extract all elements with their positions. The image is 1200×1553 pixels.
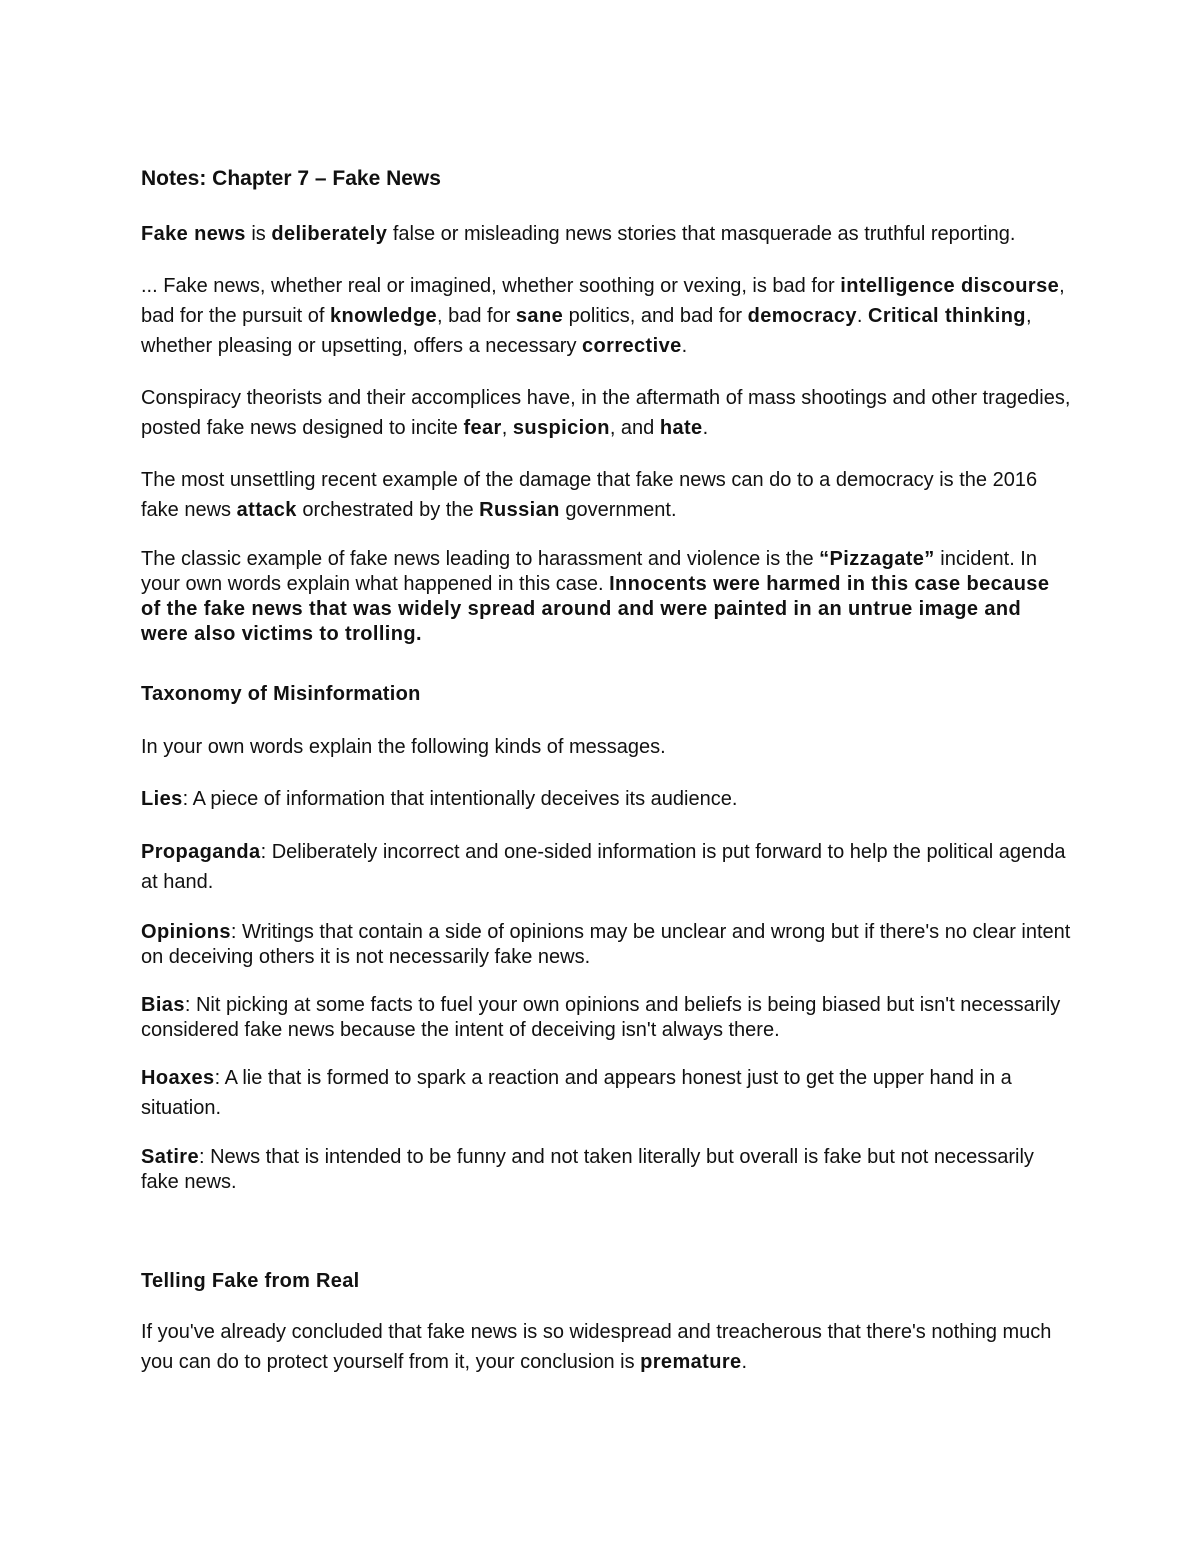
taxonomy-item-satire — [141, 1145, 1071, 1195]
fake-news-definition — [141, 219, 1071, 249]
definition-text: : A piece of information that intentionally deceives its audience. — [182, 788, 738, 810]
term-pizzagate: “Pizzagate” — [819, 548, 935, 570]
taxonomy-item-hoaxes — [141, 1063, 1071, 1123]
page-title: Notes: Chapter 7 – Fake News — [141, 167, 441, 190]
text-run: The classic example of fake news leading to harassment and violence is the — [141, 548, 820, 570]
text-run: , bad for — [436, 305, 516, 327]
term-democracy: democracy — [747, 305, 857, 327]
taxonomy-item-propaganda — [141, 837, 1071, 897]
text-run: , — [501, 417, 513, 439]
text-run: orchestrated by the — [296, 499, 480, 521]
taxonomy-intro: In your own words explain the following kinds of messages. — [141, 736, 666, 758]
term-hoaxes: Hoaxes — [141, 1067, 215, 1089]
definition-text: : Writings that contain a side of opinions may be unclear and wrong but if there's no clear intent on deceiving others it is not necessarily fake news. — [141, 921, 1071, 968]
term-suspicion: suspicion — [512, 417, 610, 439]
text-run: If you've already concluded that fake news is so widespread and treacherous that there's nothing much you can do to protect yourself from it, your conclusion is — [141, 1321, 1052, 1373]
term-premature: premature — [640, 1351, 742, 1373]
text-run: government. — [559, 499, 677, 521]
term-deliberately: deliberately — [271, 223, 388, 245]
taxonomy-heading: Taxonomy of Misinformation — [141, 683, 421, 705]
text-run: . — [856, 305, 868, 327]
telling-paragraph — [141, 1317, 1071, 1377]
text-run: The most unsettling recent example of the damage that fake news can do to a democracy is the 2016 fake news — [141, 469, 1038, 521]
text-run: , whether pleasing or upsetting, offers a necessary — [141, 305, 1032, 357]
term-propaganda: Propaganda — [141, 841, 261, 863]
definition-text: : News that is intended to be funny and not taken literally but overall is fake but not necessarily fake news. — [141, 1146, 1034, 1193]
term-sane: sane — [515, 305, 564, 327]
definition-text: : A lie that is formed to spark a reaction and appears honest just to get the upper hand in a situation. — [141, 1067, 1012, 1119]
term-intelligence-discourse: intelligence discourse — [840, 275, 1060, 297]
taxonomy-item-lies — [141, 784, 1071, 814]
russia-paragraph — [141, 465, 1071, 525]
telling-heading: Telling Fake from Real — [141, 1270, 360, 1292]
fake-news-impact-paragraph — [141, 271, 1071, 361]
term-lies: Lies — [141, 788, 183, 810]
text-run: , and — [609, 417, 660, 439]
term-hate: hate — [659, 417, 703, 439]
text-run: ... Fake news, whether real or imagined, whether soothing or vexing, is bad for — [141, 275, 841, 297]
text-run: Conspiracy theorists and their accomplices have, in the aftermath of mass shootings and other tragedies, posted fake news designed to incite — [141, 387, 1071, 439]
text-run: . — [681, 335, 688, 357]
pizzagate-paragraph — [141, 547, 1071, 647]
taxonomy-item-bias — [141, 993, 1071, 1043]
conspiracy-paragraph — [141, 383, 1071, 443]
text-run: incident. In your own words explain what happened in this case. — [141, 548, 1037, 595]
term-knowledge: knowledge — [330, 305, 437, 327]
text-run: false or misleading news stories that masquerade as truthful reporting. — [387, 223, 1016, 245]
term-fear: fear — [463, 417, 502, 439]
taxonomy-item-opinions — [141, 920, 1071, 970]
text-run: is — [245, 223, 272, 245]
term-opinions: Opinions — [141, 921, 231, 943]
term-corrective: corrective — [582, 335, 682, 357]
term-critical-thinking: Critical thinking — [868, 305, 1026, 327]
text-run: , bad for the pursuit of — [141, 275, 1065, 327]
document-page — [141, 165, 1071, 1377]
text-run: . — [702, 417, 709, 439]
term-russian: Russian — [479, 499, 560, 521]
pizzagate-answer: Innocents were harmed in this case because of the fake news that was widely spread around and were painted in an untrue image and were also victims to trolling. — [141, 573, 1050, 645]
term-fake-news: Fake news — [141, 223, 246, 245]
text-run: . — [741, 1351, 748, 1373]
term-attack: attack — [236, 499, 297, 521]
term-satire: Satire — [141, 1146, 199, 1168]
term-bias: Bias — [141, 994, 185, 1016]
definition-text: : Nit picking at some facts to fuel your own opinions and beliefs is being biased but isn't necessarily considered fake news because the intent of deceiving isn't always there. — [141, 994, 1061, 1041]
definition-text: : Deliberately incorrect and one-sided information is put forward to help the political agenda at hand. — [141, 841, 1066, 893]
text-run: politics, and bad for — [563, 305, 748, 327]
